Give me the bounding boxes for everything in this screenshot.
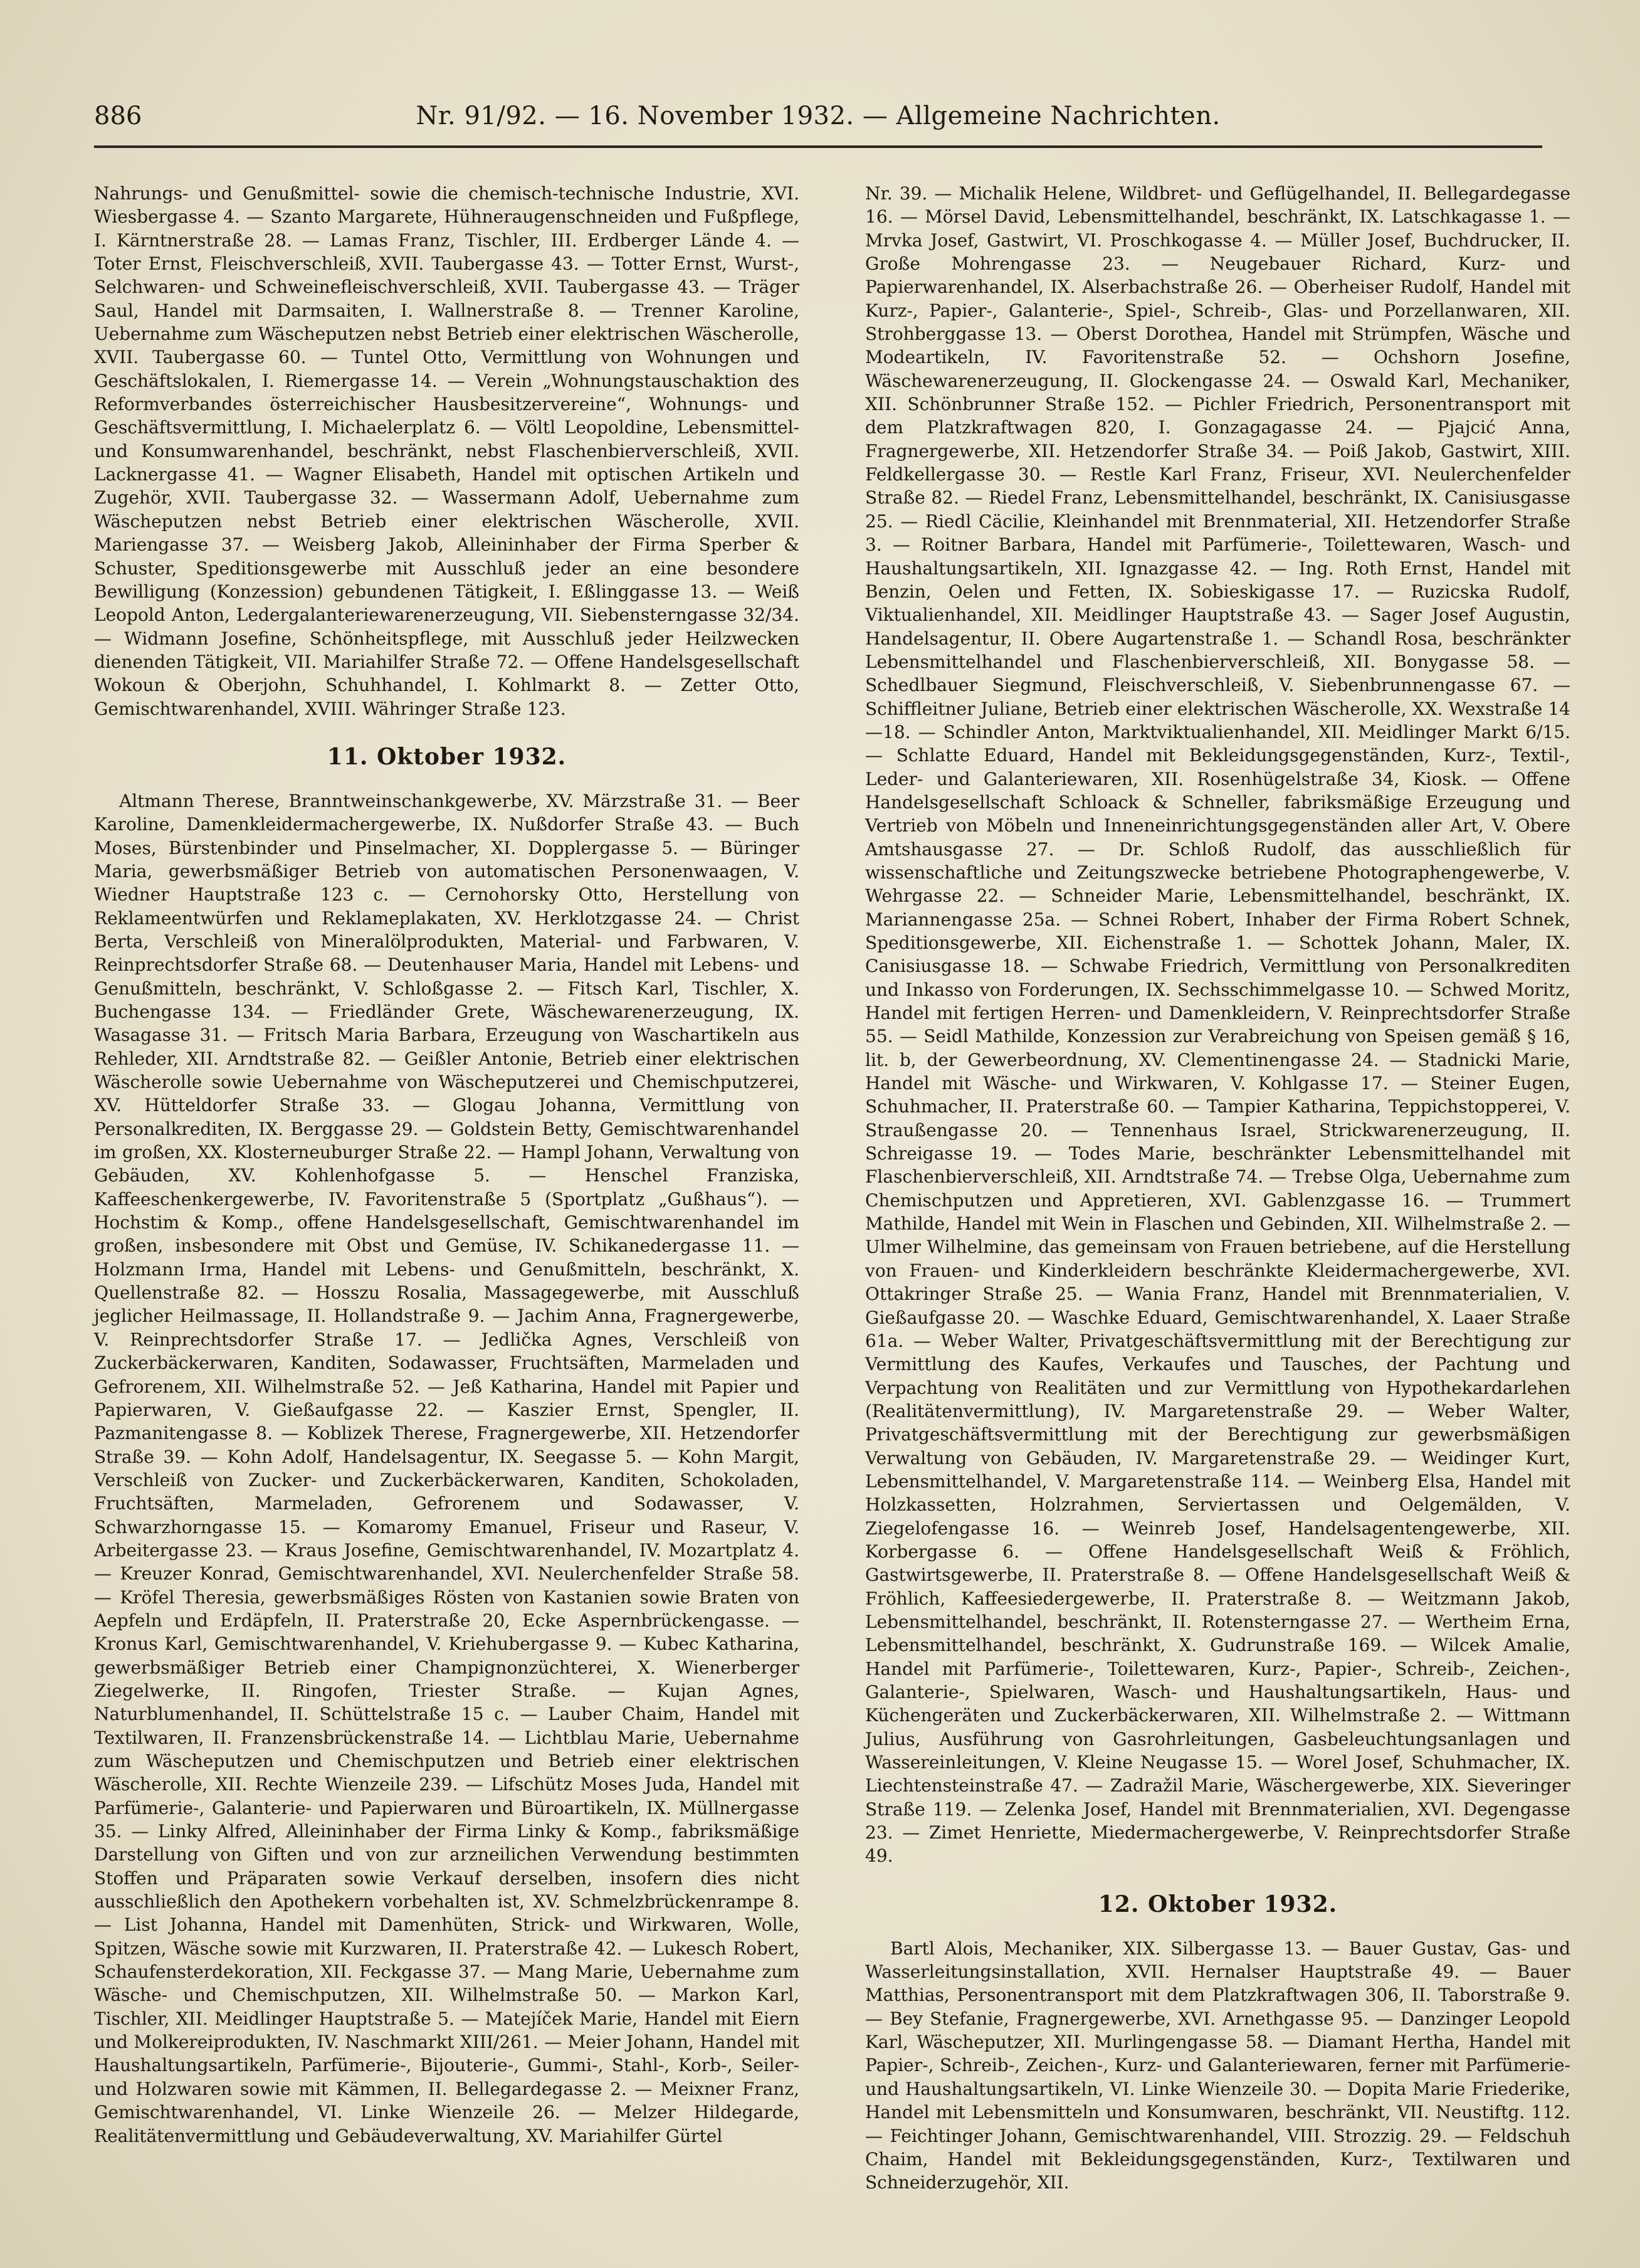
left-column-section-text: Altmann Therese, Branntweinschankgewerbe, XV. Märzstraße 31. — Beer Karoline, Damenkleidermachergewerbe, IX. Nußdorfer Straße 43. — Buch Moses, Bürstenbinder und Pinselmacher, XI. Dopplergasse 5. — Büringer Maria, gewerbsmäßiger Betrieb von automatischen Personenwaagen, V. Wiedner Hauptstraße 123 c. — Cernohorsky Otto, Herstellung von Reklameentwürfen und Reklameplakaten, XV. Herklotzgasse 24. — Christ Berta, Verschleiß von Mineralölprodukten, Material- und Farbwaren, V. Reinprechtsdorfer Straße 68. — Deutenhauser Maria, Handel mit Lebens- und Genußmitteln, beschränkt, V. Schloßgasse 2. — Fitsch Karl, Tischler, X. Buchengasse 134. — Friedländer Grete, Wäschewarenerzeugung, IX. Wasagasse 31. — Fritsch Maria Barbara, Erzeugung von Waschartikeln aus Rehleder, XII. Arndtstraße 82. — Geißler Antonie, Betrieb einer elektrischen Wäscherolle sowie Uebernahme von Wäscheputzerei und Chemischputzerei, XV. Hütteldorfer Straße 33. — Glogau Johanna, Vermittlung von Personalkrediten, IX. Berggasse 29. — Goldstein Betty, Gemischtwarenhandel im großen, XX. Klosterneuburger Straße 22. — Hampl Johann, Verwaltung von Gebäuden, XV. Kohlenhofgasse 5. — Henschel Franziska, Kaffeeschenkergewerbe, IV. Favoritenstraße 5 (Sportplatz „Gußhaus“). — Hochstim & Komp., offene Handelsgesellschaft, Gemischtwarenhandel im großen, insbesondere mit Obst und Gemüse, IV. Schikanedergasse 11. — Holzmann Irma, Handel mit Lebens- und Genußmitteln, beschränkt, X. Quellenstraße 82. — Hosszu Rosalia, Massagegewerbe, mit Ausschluß jeglicher Heilmassage, II. Hollandstraße 9. — Jachim Anna, Fragnergewerbe, V. Reinprechtsdorfer Straße 17. — Jedlička Agnes, Verschleiß von Zuckerbäckerwaren, Kanditen, Sodawasser, Fruchtsäften, Marmeladen und Gefrorenem, XII. Wilhelmstraße 52. — Jeß Katharina, Handel mit Papier und Papierwaren, V. Gießaufgasse 22. — Kaszier Ernst, Spengler, II. Pazmanitengasse 8. — Koblizek Therese, Fragnergewerbe, XII. Hetzendorfer Straße 39. — Kohn Adolf, Handelsagentur, IX. Seegasse 5. — Kohn Margit, Verschleiß von Zucker- und Zuckerbäckerwaren, Kanditen, Schokoladen, Fruchtsäften, Marmeladen, Gefrorenem und Sodawasser, V. Schwarzhorngasse 15. — Komaromy Emanuel, Friseur und Raseur, V. Arbeitergasse 23. — Kraus Josefine, Gemischtwarenhandel, IV. Mozartplatz 4. — Kreuzer Konrad, Gemischtwarenhandel, XVI. Neulerchenfelder Straße 58. — Kröfel Theresia, gewerbsmäßiges Rösten von Kastanien sowie Braten von Aepfeln und Erdäpfeln, II. Praterstraße 20, Ecke Aspernbrückengasse. — Kronus Karl, Gemischtwarenhandel, V. Kriehubergasse 9. — Kubec Katharina, gewerbsmäßiger Betrieb einer Champignonzüchterei, X. Wienerberger Ziegelwerke, II. Ringofen, Triester Straße. — Kujan Agnes, Naturblumenhandel, II. Schüttelstraße 15 c. — Lauber Chaim, Handel mit Textilwaren, II. Franzensbrückenstraße 14. — Lichtblau Marie, Uebernahme zum Wäscheputzen und Chemischputzen und Betrieb einer elektrischen Wäscherolle, XII. Rechte Wienzeile 239. — Lifschütz Moses Juda, Handel mit Parfümerie-, Galanterie- und Papierwaren und Büroartikeln, IX. Müllnergasse 35. — Linky Alfred, Alleininhaber der Firma Linky & Komp., fabriksmäßige Darstellung von Giften und von zur arzneilichen Verwendung bestimmten Stoffen und Präparaten sowie Verkauf derselben, insofern dies nicht ausschließlich den Apothekern vorbehalten ist, XV. Schmelzbrückenrampe 8. — List Johanna, Handel mit Damenhüten, Strick- und Wirkwaren, Wolle, Spitzen, Wäsche sowie mit Kurzwaren, II. Praterstraße 42. — Lukesch Robert, Schaufensterdekoration, XII. Feckgasse 37. — Mang Marie, Uebernahme zum Wäsche- und Chemischputzen, XII. Wilhelmstraße 50. — Markon Karl, Tischler, XII. Meidlinger Hauptstraße 5. — Matejíček Marie, Handel mit Eiern und Molkereiprodukten, IV. Naschmarkt XIII/261. — Meier Johann, Handel mit Haushaltungsartikeln, Parfümerie-, Bijouterie-, Gummi-, Stahl-, Korb-, Seiler- und Holzwaren sowie mit Kämmen, II. Bellegardegasse 2. — Meixner Franz, Gemischtwarenhandel, VI. Linke Wienzeile 26. — Melzer Hildegarde, Realitätenvermittlung und Gebäudeverwaltung, XV. Mariahilfer Gürtel	[94, 790, 799, 2146]
page-header	[94, 94, 1542, 138]
left-column-continued-text: Nahrungs- und Genußmittel- sowie die chemisch-technische Industrie, XVI. Wiesbergasse 4. — Szanto Margarete, Hühneraugenschneiden und Fußpflege, I. Kärntnerstraße 28. — Lamas Franz, Tischler, III. Erdberger Lände 4. — Toter Ernst, Fleischverschleiß, XVII. Taubergasse 43. — Totter Ernst, Wurst-, Selchwaren- und Schweinefleischverschleiß, XVII. Taubergasse 43. — Träger Saul, Handel mit Darmsaiten, I. Wallnerstraße 8. — Trenner Karoline, Uebernahme zum Wäscheputzen nebst Betrieb einer elektrischen Wäscherolle, XVII. Taubergasse 60. — Tuntel Otto, Vermittlung von Wohnungen und Geschäftslokalen, I. Riemergasse 14. — Verein „Wohnungstauschaktion des Reformverbandes österreichischer Hausbesitzervereine“, Wohnungs- und Geschäftsvermittlung, I. Michaelerplatz 6. — Völtl Leopoldine, Lebensmittel- und Konsumwarenhandel, beschränkt, nebst Flaschenbierverschleiß, XVII. Lacknergasse 41. — Wagner Elisabeth, Handel mit optischen Artikeln und Zugehör, XVII. Taubergasse 32. — Wassermann Adolf, Uebernahme zum Wäscheputzen nebst Betrieb einer elektrischen Wäscherolle, XVII. Mariengasse 37. — Weisberg Jakob, Alleininhaber der Firma Sperber & Schuster, Speditionsgewerbe mit Ausschluß jeder an eine besondere Bewilligung (Konzession) gebundenen Tätigkeit, I. Eßlinggasse 13. — Weiß Leopold Anton, Ledergalanteriewarenerzeugung, VII. Siebensterngasse 32/34. — Widmann Josefine, Schönheitspflege, mit Ausschluß jeder Heilzwecken dienenden Tätigkeit, VII. Mariahilfer Straße 72. — Offene Handelsgesellschaft Wokoun & Oberjohn, Schuhhandel, I. Kohlmarkt 8. — Zetter Otto, Gemischtwarenhandel, XVIII. Währinger Straße 123.	[94, 183, 799, 719]
section-heading-12-oktober: 12. Oktober 1932.	[1098, 1891, 1338, 1917]
section-heading-11-oktober: 11. Oktober 1932.	[327, 743, 567, 770]
right-column	[865, 182, 1570, 2232]
right-column-continued-text: Nr. 39. — Michalik Helene, Wildbret- und Geflügelhandel, II. Bellegardegasse 16. — Mörsel David, Lebensmittelhandel, beschränkt, IX. Latschkagasse 1. — Mrvka Josef, Gastwirt, VI. Proschkogasse 4. — Müller Josef, Buchdrucker, II. Große Mohrengasse 23. — Neugebauer Richard, Kurz- und Papierwarenhandel, IX. Alserbachstraße 26. — Oberheiser Rudolf, Handel mit Kurz-, Papier-, Galanterie-, Spiel-, Schreib-, Glas- und Porzellanwaren, XII. Strohberggasse 13. — Oberst Dorothea, Handel mit Strümpfen, Wäsche und Modeartikeln, IV. Favoritenstraße 52. — Ochshorn Josefine, Wäschewarenerzeugung, II. Glockengasse 24. — Oswald Karl, Mechaniker, XII. Schönbrunner Straße 152. — Pichler Friedrich, Personentransport mit dem Platzkraftwagen 820, I. Gonzagagasse 24. — Pjajcić Anna, Fragnergewerbe, XII. Hetzendorfer Straße 34. — Poiß Jakob, Gastwirt, XIII. Feldkellergasse 30. — Restle Karl Franz, Friseur, XVI. Neulerchenfelder Straße 82. — Riedel Franz, Lebensmittelhandel, beschränkt, IX. Canisiusgasse 25. — Riedl Cäcilie, Kleinhandel mit Brennmaterial, XII. Hetzendorfer Straße 3. — Roitner Barbara, Handel mit Parfümerie-, Toilettewaren, Wasch- und Haushaltungsartikeln, XII. Ignazgasse 42. — Ing. Roth Ernst, Handel mit Benzin, Oelen und Fetten, IX. Sobieskigasse 17. — Ruzicska Rudolf, Viktualienhandel, XII. Meidlinger Hauptstraße 43. — Sager Josef Augustin, Handelsagentur, II. Obere Augartenstraße 1. — Schandl Rosa, beschränkter Lebensmittelhandel und Flaschenbierverschleiß, XII. Bonygasse 58. — Schedlbauer Siegmund, Fleischverschleiß, V. Siebenbrunnengasse 67. — Schiffleitner Juliane, Betrieb einer elektrischen Wäscherolle, XX. Wexstraße 14—18. — Schindler Anton, Marktviktualienhandel, XII. Meidlinger Markt 6/15. — Schlatte Eduard, Handel mit Bekleidungsgegenständen, Kurz-, Textil-, Leder- und Galanteriewaren, XII. Rosenhügelstraße 34, Kiosk. — Offene Handelsgesellschaft Schloack & Schneller, fabriksmäßige Erzeugung und Vertrieb von Möbeln und Inneneinrichtungsgegenständen aller Art, V. Obere Amtshausgasse 27. — Dr. Schloß Rudolf, das ausschließlich für wissenschaftliche und Zeitungszwecke betriebene Photographengewerbe, V. Wehrgasse 22. — Schneider Marie, Lebensmittelhandel, beschränkt, IX. Mariannengasse 25a. — Schnei Robert, Inhaber der Firma Robert Schnek, Speditionsgewerbe, XII. Eichenstraße 1. — Schottek Johann, Maler, IX. Canisiusgasse 18. — Schwabe Friedrich, Vermittlung von Personalkrediten und Inkasso von Forderungen, IX. Sechsschimmelgasse 10. — Schwed Moritz, Handel mit fertigen Herren- und Damenkleidern, V. Reinprechtsdorfer Straße 55. — Seidl Mathilde, Konzession zur Verabreichung von Speisen gemäß § 16, lit. b, der Gewerbeordnung, XV. Clementinengasse 24. — Stadnicki Marie, Handel mit Wäsche- und Wirkwaren, V. Kohlgasse 17. — Steiner Eugen, Schuhmacher, II. Praterstraße 60. — Tampier Katharina, Teppichstopperei, V. Straußengasse 20. — Tennenhaus Israel, Strickwarenerzeugung, II. Schreigasse 19. — Todes Marie, beschränkter Lebensmittelhandel mit Flaschenbierverschleiß, XII. Arndtstraße 74. — Trebse Olga, Uebernahme zum Chemischputzen und Appretieren, XVI. Gablenzgasse 16. — Trummert Mathilde, Handel mit Wein in Flaschen und Gebinden, XII. Wilhelmstraße 2. — Ulmer Wilhelmine, das gemeinsam von Frauen betriebene, auf die Herstellung von Frauen- und Kinderkleidern beschränkte Kleidermachergewerbe, XVI. Ottakringer Straße 25. — Wania Franz, Handel mit Brennmaterialien, V. Gießaufgasse 20. — Waschke Eduard, Gemischtwarenhandel, X. Laaer Straße 61a. — Weber Walter, Privatgeschäftsvermittlung mit der Berechtigung zur Vermittlung des Kaufes, Verkaufes und Tausches, der Pachtung und Verpachtung von Realitäten und zur Vermittlung von Hypothekardarlehen (Realitätenvermittlung), IV. Margaretenstraße 29. — Weber Walter, Privatgeschäftsvermittlung mit der Berechtigung zur gewerbsmäßigen Verwaltung von Gebäuden, IV. Margaretenstraße 29. — Weidinger Kurt, Lebensmittelhandel, V. Margaretenstraße 114. — Weinberg Elsa, Handel mit Holzkassetten, Holzrahmen, Serviertassen und Oelgemälden, V. Ziegelofengasse 16. — Weinreb Josef, Handelsagentengewerbe, XII. Korbergasse 6. — Offene Handelsgesellschaft Weiß & Fröhlich, Gastwirtsgewerbe, II. Praterstraße 8. — Offene Handelsgesellschaft Weiß & Fröhlich, Kaffeesiedergewerbe, II. Praterstraße 8. — Weitzmann Jakob, Lebensmittelhandel, beschränkt, II. Rotensterngasse 27. — Wertheim Erna, Lebensmittelhandel, beschränkt, X. Gudrunstraße 169. — Wilcek Amalie, Handel mit Parfümerie-, Toilettewaren, Kurz-, Papier-, Schreib-, Zeichen-, Galanterie-, Spielwaren, Wasch- und Haushaltungsartikeln, Haus- und Küchengeräten und Zuckerbäckerwaren, XII. Wilhelmstraße 2. — Wittmann Julius, Ausführung von Gasrohrleitungen, Gasbeleuchtungsanlagen und Wassereinleitungen, V. Kleine Neugasse 15. — Worel Josef, Schuhmacher, IX. Liechtensteinstraße 47. — Zadražil Marie, Wäschergewerbe, XIX. Sieveringer Straße 119. — Zelenka Josef, Handel mit Brennmaterialien, XVI. Degengasse 23. — Zimet Henriette, Miedermachergewerbe, V. Reinprechtsdorfer Straße 49.	[865, 183, 1570, 1867]
header-rule	[94, 145, 1542, 148]
right-column-section-text: Bartl Alois, Mechaniker, XIX. Silbergasse 13. — Bauer Gustav, Gas- und Wasserleitungsinstallation, XVII. Hernalser Hauptstraße 49. — Bauer Matthias, Personentransport mit dem Platzkraftwagen 306, II. Taborstraße 9. — Bey Stefanie, Fragnergewerbe, XVI. Arnethgasse 95. — Danzinger Leopold Karl, Wäscheputzer, XII. Murlingengasse 58. — Diamant Hertha, Handel mit Papier-, Schreib-, Zeichen-, Kurz- und Galanteriewaren, ferner mit Parfümerie- und Haushaltungsartikeln, VI. Linke Wienzeile 30. — Dopita Marie Friederike, Handel mit Lebensmitteln und Konsumwaren, beschränkt, VII. Neustiftg. 112. — Feichtinger Johann, Gemischtwarenhandel, VIII. Strozzig. 29. — Feldschuh Chaim, Handel mit Bekleidungsgegenständen, Kurz-, Textilwaren und Schneiderzugehör, XII.	[865, 1938, 1570, 2193]
page-number: 886	[94, 102, 142, 130]
running-title: Nr. 91/92. — 16. November 1932. — Allgemeine Nachrichten.	[416, 102, 1221, 130]
left-column	[94, 182, 799, 2232]
